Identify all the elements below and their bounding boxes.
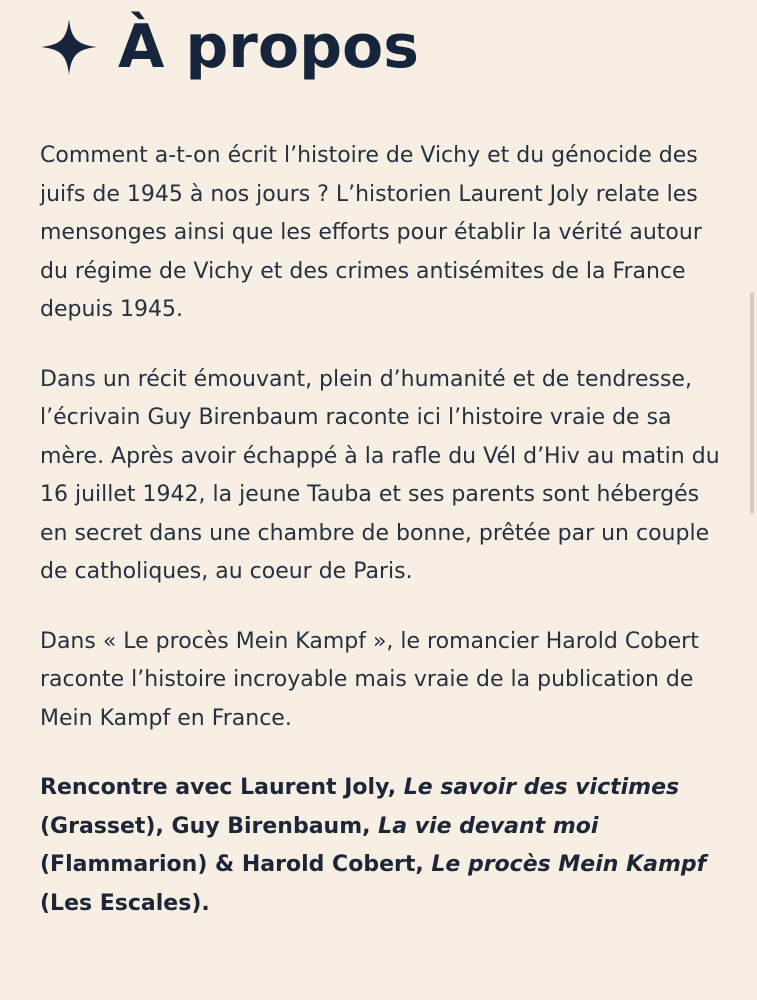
description-paragraph-2: Dans un récit émouvant, plein d’humanité et de tendresse, l’écrivain Guy Birenbaum raconte ici l’histoire vraie de sa mère. Après avoir échappé à la rafle du Vél d’Hiv au matin du 16 juillet 1942, la jeune Tauba et ses parents sont hébergés en secret dans une chambre de bonne, prêtée par un couple de catholiques, au coeur de Paris.	[40, 366, 720, 584]
description-paragraph-3: Dans « Le procès Mein Kampf », le romancier Harold Cobert raconte l’histoire incroyable mais vraie de la publication de Mein Kampf en France.	[40, 628, 699, 731]
book-title-savoir-des-victimes: Le savoir des victimes	[403, 775, 680, 800]
book-title-la-vie-devant-moi: La vie devant moi	[378, 813, 599, 839]
event-credits	[40, 769, 730, 923]
credits-publisher-flammarion: (Flammarion) & Harold Cobert,	[40, 852, 432, 877]
scrollbar[interactable]	[750, 292, 754, 514]
book-title-le-proces-mein-kampf: Le procès Mein Kampf	[431, 852, 707, 877]
description-paragraph-1: Comment a-t-on écrit l’histoire de Vichy et du génocide des juifs de 1945 à nos jours ? L’historien Laurent Joly relate les mensonges ainsi que les efforts pour établir la vérité autour du régime de Vichy et des crimes antisémites de la France depuis 1945.	[40, 143, 702, 322]
credits-publisher-grasset: (Grasset), Guy Birenbaum,	[40, 813, 379, 839]
about-heading	[40, 8, 419, 86]
credits-intro: Rencontre avec Laurent Joly,	[40, 775, 404, 800]
sparkle-icon	[40, 18, 98, 76]
about-content	[40, 137, 730, 923]
credits-publisher-les-escales: (Les Escales).	[40, 890, 210, 916]
page-title: À propos	[118, 12, 419, 82]
